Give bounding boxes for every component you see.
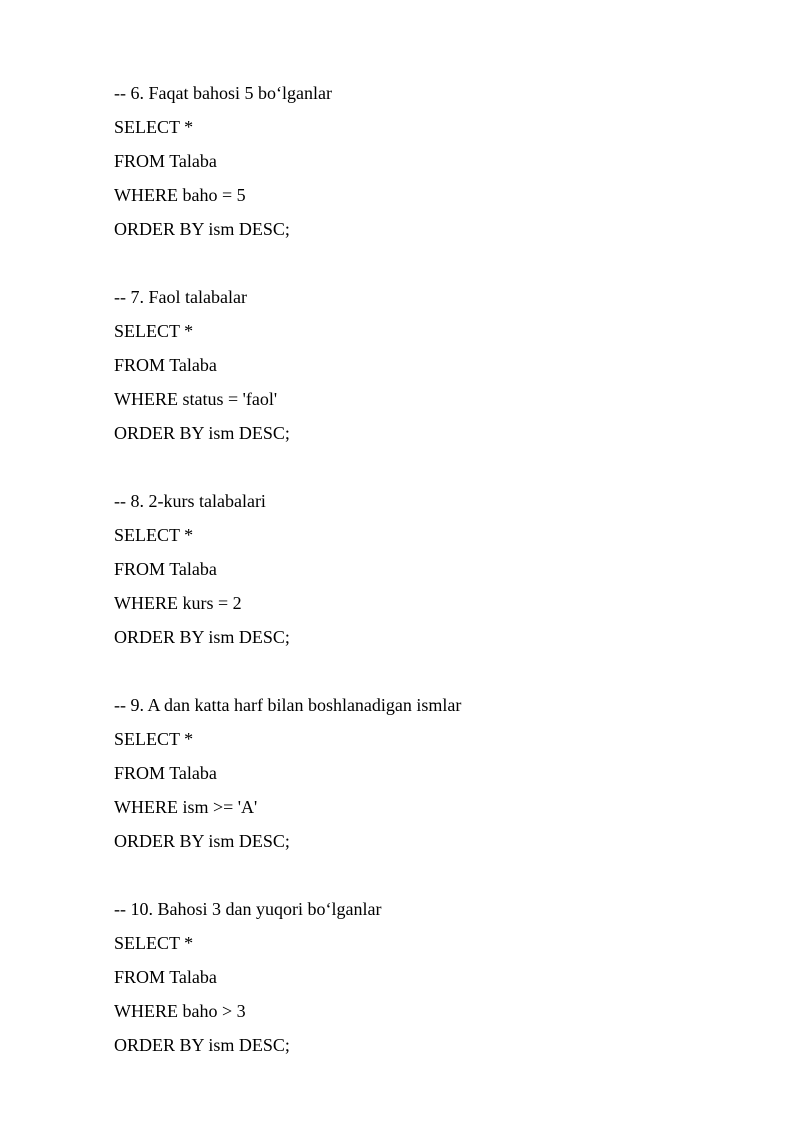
query-block-8: [114, 484, 754, 654]
query-block-9: [114, 688, 754, 858]
query-comment: -- 8. 2-kurs talabalari: [114, 491, 266, 511]
where-clause: WHERE kurs = 2: [114, 593, 242, 613]
sql-query-list: [114, 76, 754, 1096]
where-clause: WHERE status = 'faol': [114, 389, 278, 409]
query-block-10: [114, 892, 754, 1062]
select-clause: SELECT *: [114, 117, 194, 137]
select-clause: SELECT *: [114, 933, 194, 953]
from-clause: FROM Talaba: [114, 967, 217, 987]
query-block-6: [114, 76, 754, 246]
query-comment: -- 10. Bahosi 3 dan yuqori bo‘lganlar: [114, 899, 382, 919]
order-by-clause: ORDER BY ism DESC;: [114, 1035, 290, 1055]
where-clause: WHERE ism >= 'A': [114, 797, 258, 817]
order-by-clause: ORDER BY ism DESC;: [114, 627, 290, 647]
query-block-7: [114, 280, 754, 450]
select-clause: SELECT *: [114, 729, 194, 749]
order-by-clause: ORDER BY ism DESC;: [114, 831, 290, 851]
where-clause: WHERE baho > 3: [114, 1001, 246, 1021]
order-by-clause: ORDER BY ism DESC;: [114, 423, 290, 443]
from-clause: FROM Talaba: [114, 559, 217, 579]
from-clause: FROM Talaba: [114, 355, 217, 375]
query-comment: -- 9. A dan katta harf bilan boshlanadigan ismlar: [114, 695, 462, 715]
from-clause: FROM Talaba: [114, 151, 217, 171]
select-clause: SELECT *: [114, 321, 194, 341]
from-clause: FROM Talaba: [114, 763, 217, 783]
query-comment: -- 6. Faqat bahosi 5 bo‘lganlar: [114, 83, 332, 103]
select-clause: SELECT *: [114, 525, 194, 545]
where-clause: WHERE baho = 5: [114, 185, 246, 205]
query-comment: -- 7. Faol talabalar: [114, 287, 247, 307]
order-by-clause: ORDER BY ism DESC;: [114, 219, 290, 239]
